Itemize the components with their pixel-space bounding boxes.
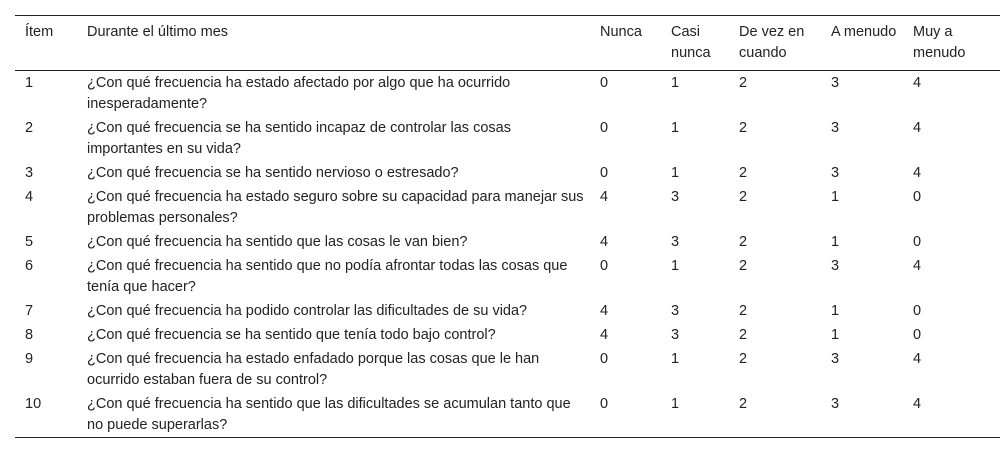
- score-a-menudo: 3: [831, 351, 840, 367]
- stress-scale-table-container: [15, 15, 1000, 438]
- score-a-menudo: 1: [831, 327, 840, 343]
- score-casi-nunca: 1: [671, 351, 680, 367]
- item-number: 6: [25, 258, 34, 274]
- header-item: Ítem: [25, 24, 54, 40]
- score-a-menudo: 3: [831, 75, 840, 91]
- score-de-vez-en-cuando: 2: [739, 165, 748, 181]
- score-nunca: 0: [600, 396, 609, 412]
- score-muy-a-menudo: 4: [913, 75, 922, 91]
- score-nunca: 0: [600, 351, 609, 367]
- score-nunca: 0: [600, 258, 609, 274]
- question-text: ¿Con qué frecuencia ha podido controlar las dificultades de su vida?: [87, 303, 528, 319]
- score-a-menudo: 1: [831, 303, 840, 319]
- score-nunca: 4: [600, 234, 609, 250]
- score-casi-nunca: 3: [671, 303, 680, 319]
- item-number: 8: [25, 327, 34, 343]
- header-row: [15, 16, 1000, 71]
- question-text: ¿Con qué frecuencia ha sentido que las cosas le van bien?: [87, 234, 468, 250]
- score-muy-a-menudo: 4: [913, 258, 922, 274]
- score-de-vez-en-cuando: 2: [739, 234, 748, 250]
- table-row: [15, 185, 1000, 230]
- table-row: [15, 116, 1000, 161]
- question-text: ¿Con qué frecuencia ha estado afectado por algo que ha ocurrido inesperadamente?: [87, 75, 511, 112]
- score-de-vez-en-cuando: 2: [739, 120, 748, 136]
- item-number: 1: [25, 75, 34, 91]
- header-nunca: Nunca: [600, 24, 642, 40]
- score-casi-nunca: 3: [671, 234, 680, 250]
- score-a-menudo: 1: [831, 234, 840, 250]
- score-casi-nunca: 3: [671, 327, 680, 343]
- score-casi-nunca: 1: [671, 75, 680, 91]
- table-row: [15, 392, 1000, 438]
- score-de-vez-en-cuando: 2: [739, 351, 748, 367]
- item-number: 5: [25, 234, 34, 250]
- item-number: 2: [25, 120, 34, 136]
- item-number: 10: [25, 396, 42, 412]
- score-nunca: 0: [600, 165, 609, 181]
- question-text: ¿Con qué frecuencia ha estado enfadado porque las cosas que le han ocurrido estaban fuera de su control?: [87, 351, 540, 388]
- header-casi-nunca: Casi nunca: [671, 24, 711, 61]
- header-muy-a-menudo: Muy a menudo: [913, 24, 966, 61]
- question-text: ¿Con qué frecuencia ha estado seguro sobre su capacidad para manejar sus problemas personales?: [87, 189, 584, 226]
- score-casi-nunca: 3: [671, 189, 680, 205]
- score-a-menudo: 3: [831, 396, 840, 412]
- score-muy-a-menudo: 0: [913, 234, 922, 250]
- table-row: [15, 299, 1000, 323]
- question-text: ¿Con qué frecuencia se ha sentido incapaz de controlar las cosas importantes en su vida?: [87, 120, 511, 157]
- score-a-menudo: 3: [831, 120, 840, 136]
- table-row: [15, 347, 1000, 392]
- score-muy-a-menudo: 4: [913, 396, 922, 412]
- score-de-vez-en-cuando: 2: [739, 327, 748, 343]
- score-a-menudo: 3: [831, 258, 840, 274]
- table-row: [15, 71, 1000, 117]
- item-number: 3: [25, 165, 34, 181]
- item-number: 7: [25, 303, 34, 319]
- score-nunca: 4: [600, 303, 609, 319]
- score-de-vez-en-cuando: 2: [739, 396, 748, 412]
- table-body: [15, 71, 1000, 438]
- header-a-menudo: A menudo: [831, 24, 897, 40]
- score-casi-nunca: 1: [671, 258, 680, 274]
- score-muy-a-menudo: 4: [913, 165, 922, 181]
- table-row: [15, 230, 1000, 254]
- score-nunca: 4: [600, 327, 609, 343]
- question-text: ¿Con qué frecuencia ha sentido que las dificultades se acumulan tanto que no puede superarlas?: [87, 396, 571, 433]
- question-text: ¿Con qué frecuencia se ha sentido nervioso o estresado?: [87, 165, 459, 181]
- score-de-vez-en-cuando: 2: [739, 189, 748, 205]
- score-a-menudo: 3: [831, 165, 840, 181]
- header-de-vez-en-cuando: De vez en cuando: [739, 24, 805, 61]
- score-muy-a-menudo: 4: [913, 351, 922, 367]
- score-de-vez-en-cuando: 2: [739, 75, 748, 91]
- score-nunca: 0: [600, 75, 609, 91]
- table-row: [15, 254, 1000, 299]
- score-muy-a-menudo: 0: [913, 303, 922, 319]
- score-muy-a-menudo: 4: [913, 120, 922, 136]
- table-row: [15, 161, 1000, 185]
- question-text: ¿Con qué frecuencia se ha sentido que tenía todo bajo control?: [87, 327, 496, 343]
- table-header: [15, 16, 1000, 71]
- score-nunca: 0: [600, 120, 609, 136]
- score-nunca: 4: [600, 189, 609, 205]
- score-de-vez-en-cuando: 2: [739, 258, 748, 274]
- score-de-vez-en-cuando: 2: [739, 303, 748, 319]
- item-number: 9: [25, 351, 34, 367]
- item-number: 4: [25, 189, 34, 205]
- score-casi-nunca: 1: [671, 165, 680, 181]
- score-muy-a-menudo: 0: [913, 327, 922, 343]
- header-question: Durante el último mes: [87, 24, 229, 40]
- score-muy-a-menudo: 0: [913, 189, 922, 205]
- score-casi-nunca: 1: [671, 396, 680, 412]
- score-a-menudo: 1: [831, 189, 840, 205]
- question-text: ¿Con qué frecuencia ha sentido que no podía afrontar todas las cosas que tenía que hacer?: [87, 258, 568, 295]
- stress-scale-table: [15, 15, 1000, 438]
- table-row: [15, 323, 1000, 347]
- score-casi-nunca: 1: [671, 120, 680, 136]
